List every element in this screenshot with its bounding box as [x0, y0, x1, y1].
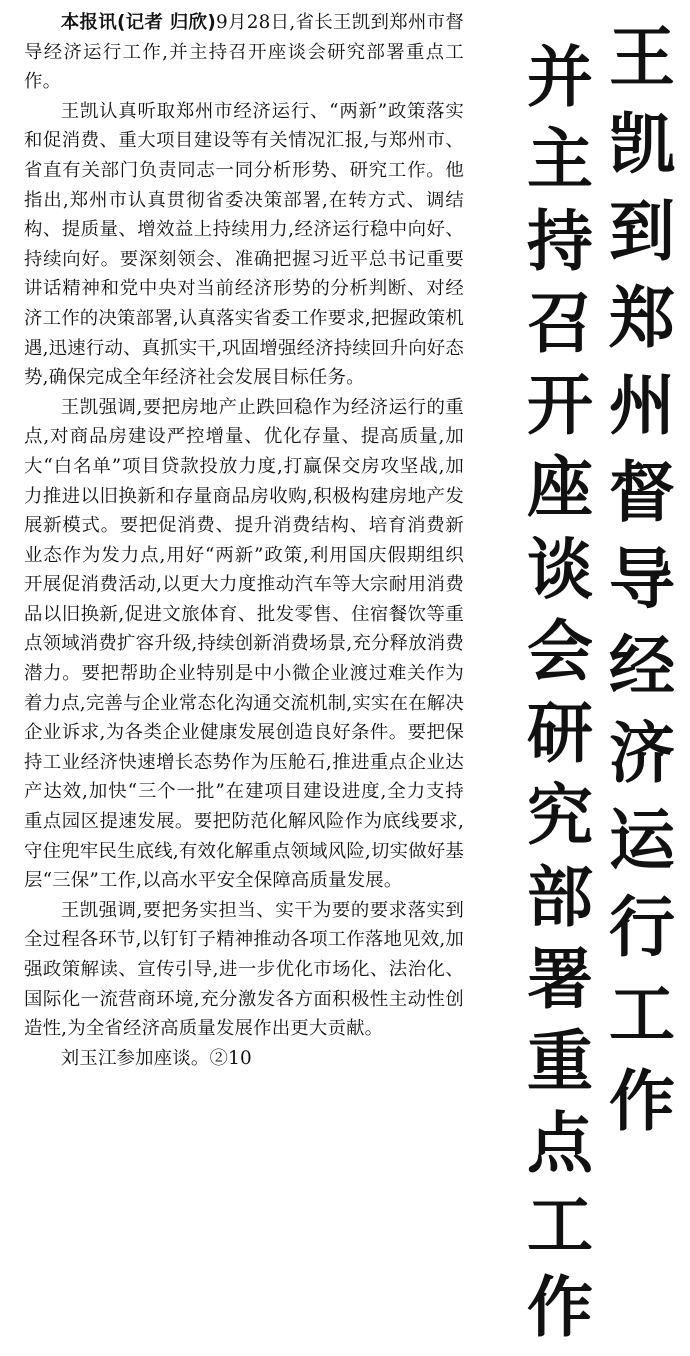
headline-char: 并: [527, 38, 593, 116]
headline-char: 工: [609, 975, 675, 1053]
headline-char: 经: [609, 627, 675, 705]
headline-char: 王: [609, 18, 675, 96]
headline-char: 运: [609, 801, 675, 879]
closing-paragraph: 刘玉江参加座谈。②10: [60, 1047, 252, 1069]
headline-char: 凯: [609, 105, 675, 183]
headline-char: 部: [527, 858, 593, 936]
body-paragraph: 王凯强调,要把务实担当、实干为要的要求落实到全过程各环节,以钉钉子精神推动各项工作落地见效,加强政策解读、宣传引导,进一步优化市场化、法治化、国际化一流营商环境,充分激发各方面积极性主动性创造性,为全省经济高质量发展作出更大贡献。: [24, 899, 464, 1040]
headline-char: 会: [527, 612, 593, 690]
headline-char: 导: [609, 540, 675, 618]
headline-sub-line: [522, 38, 598, 1356]
headline: [522, 18, 680, 1356]
headline-char: 到: [609, 192, 675, 270]
body-paragraph: 王凯认真听取郑州市经济运行、“两新”政策落实和促消费、重大项目建设等有关情况汇报,与郑州市、省直有关部门负责同志一同分析形势、研究工作。他指出,郑州市认真贯彻省委决策部署,在转方式、调结构、提质量、增效益上持续用力,经济运行稳中向好、持续向好。要深刻领会、准确把握习近平总书记重要讲话精神和党中央对当前经济形势的分析判断、对经济工作的决策部署,认真落实省委工作要求,把握政策机遇,迅速行动、真抓实干,巩固增强经济持续回升向好态势,确保完成全年经济社会发展目标任务。: [24, 100, 464, 389]
headline-char: 郑: [609, 279, 675, 357]
headline-char: 工: [527, 1186, 593, 1264]
article-body: [24, 8, 464, 1073]
headline-char: 重: [527, 1022, 593, 1100]
headline-char: 座: [527, 448, 593, 526]
headline-char: 济: [609, 714, 675, 792]
headline-char: 州: [609, 366, 675, 444]
headline-char: 作: [527, 1268, 593, 1346]
lead-text: 9月28日,省长王凯到郑州市督导经济运行工作,并主持召开座谈会研究部署重点工作。: [24, 12, 465, 93]
headline-char: 开: [527, 366, 593, 444]
headline-main-line: [604, 18, 680, 1356]
headline-char: 作: [609, 1062, 675, 1140]
body-paragraph: 王凯强调,要把房地产止跌回稳作为经济运行的重点,对商品房建设严控增量、优化存量、提高质量,加大“白名单”项目贷款投放力度,打赢保交房攻坚战,加力推进以旧换新和存量商品房收购,积极构建房地产发展新模式。要把促消费、提升消费结构、培育消费新业态作为发力点,用好“两新”政策,利用国庆假期组织开展促消费活动,以更大力度推动汽车等大宗耐用消费品以旧换新,促进文旅体育、批发零售、住宿餐饮等重点领域消费扩容升级,持续创新消费场景,充分释放消费潜力。要把帮助企业特别是中小微企业渡过难关作为着力点,完善与企业常态化沟通交流机制,实实在在解决企业诉求,为各类企业健康发展创造良好条件。要把保持工业经济快速增长态势作为压舱石,推进重点企业达产达效,加快“三个一批”在建项目建设进度,全力支持重点园区提速发展。要把防范化解风险作为底线要求,守住兜牢民生底线,有效化解重点领域风险,切实做好基层“三保”工作,以高水平安全保障高质量发展。: [24, 396, 464, 892]
lead-paragraph: [24, 8, 464, 97]
headline-char: 主: [527, 120, 593, 198]
headline-char: 召: [527, 284, 593, 362]
headline-char: 谈: [527, 530, 593, 608]
headline-char: 行: [609, 888, 675, 966]
headline-char: 署: [527, 940, 593, 1018]
byline: 本报讯(记者 归欣): [60, 12, 216, 33]
headline-char: 持: [527, 202, 593, 280]
headline-char: 究: [527, 776, 593, 854]
headline-char: 督: [609, 453, 675, 531]
headline-char: 研: [527, 694, 593, 772]
headline-char: 点: [527, 1104, 593, 1182]
